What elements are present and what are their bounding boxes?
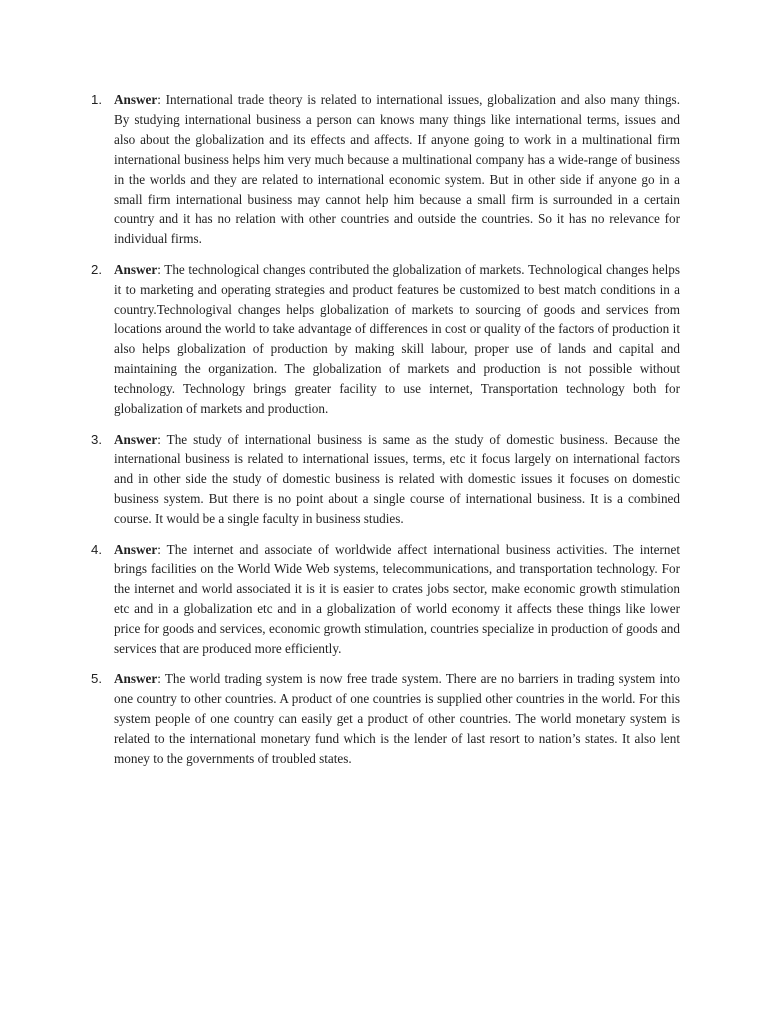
answer-item-4	[91, 540, 680, 659]
item-number: 5.	[91, 671, 102, 687]
answer-label: Answer	[114, 431, 158, 447]
item-number: 4.	[91, 541, 102, 557]
answer-text: : International trade theory is related to international issues, globalization and also many things. By studying international business a person can knows many things like international terms, issues and also about the globalization and its effects and affects. If anyone going to work in a multinational firm international business helps him very much because a multinational company has a wide-range of business in the worlds and they are related to international economic system. But in other side if anyone go in a small firm international business may cannot help him because a small firm is surrounded in a certain country and it has no relation with other countries and outside the countries. So it has no relevance for individual firms.	[114, 92, 680, 247]
answer-text: : The world trading system is now free trade system. There are no barriers in trading system into one country to other countries. A product of one countries is supplied other countries in the world. For this system people of one country can easily get a product of other countries. The world monetary system is related to the international monetary fund which is the lender of last resort to nation’s states. It also lent money to the governments of troubled states.	[114, 671, 680, 767]
item-number: 3.	[91, 431, 102, 447]
item-number: 1.	[91, 92, 102, 107]
item-number: 2.	[91, 261, 102, 277]
answer-label: Answer	[114, 92, 158, 107]
answer-label: Answer	[114, 541, 158, 557]
answer-label: Answer	[114, 671, 158, 687]
answer-item-3	[91, 430, 680, 530]
answer-item-5	[91, 669, 680, 769]
answer-text: : The study of international business is same as the study of domestic business. Because the international business is related to international issues, terms, etc it focus largely on international factors and in other side the study of domestic business is related with domestic issues it focuses on domestic business system. But there is no point about a single course of international business. It is a combined course. It would be a single faculty in business studies.	[114, 431, 680, 527]
answer-text: : The internet and associate of worldwide affect international business activities. The internet brings facilities on the World Wide Web systems, telecommunications, and transportation technology. For the internet and world associated it is it is easier to crates jobs sector, make economic growth stimulation etc and in a globalization etc and in a globalization of world economy it affects these things like lower price for goods and services, economic growth stimulation, countries specialize in production of goods and services that are produced more efficiently.	[114, 541, 680, 657]
answer-list	[91, 90, 680, 769]
answer-item-1	[91, 90, 680, 249]
answer-item-2	[91, 260, 680, 419]
answer-label: Answer	[114, 261, 158, 277]
answer-text: : The technological changes contributed the globalization of markets. Technological changes helps it to marketing and operating strategies and product features be customized to best match conditions in a country.Technologival changes helps globalization of markets to sourcing of goods and services from locations around the world to take advantage of differences in cost or quality of the factors of production it also helps globalization of production by making skill labour, proper use of lands and capital and maintaining the organization. The globalization of markets and production is not possible without technology. Technology brings greater facility to use internet, Transportation technology both for globalization of markets and production.	[114, 261, 680, 417]
